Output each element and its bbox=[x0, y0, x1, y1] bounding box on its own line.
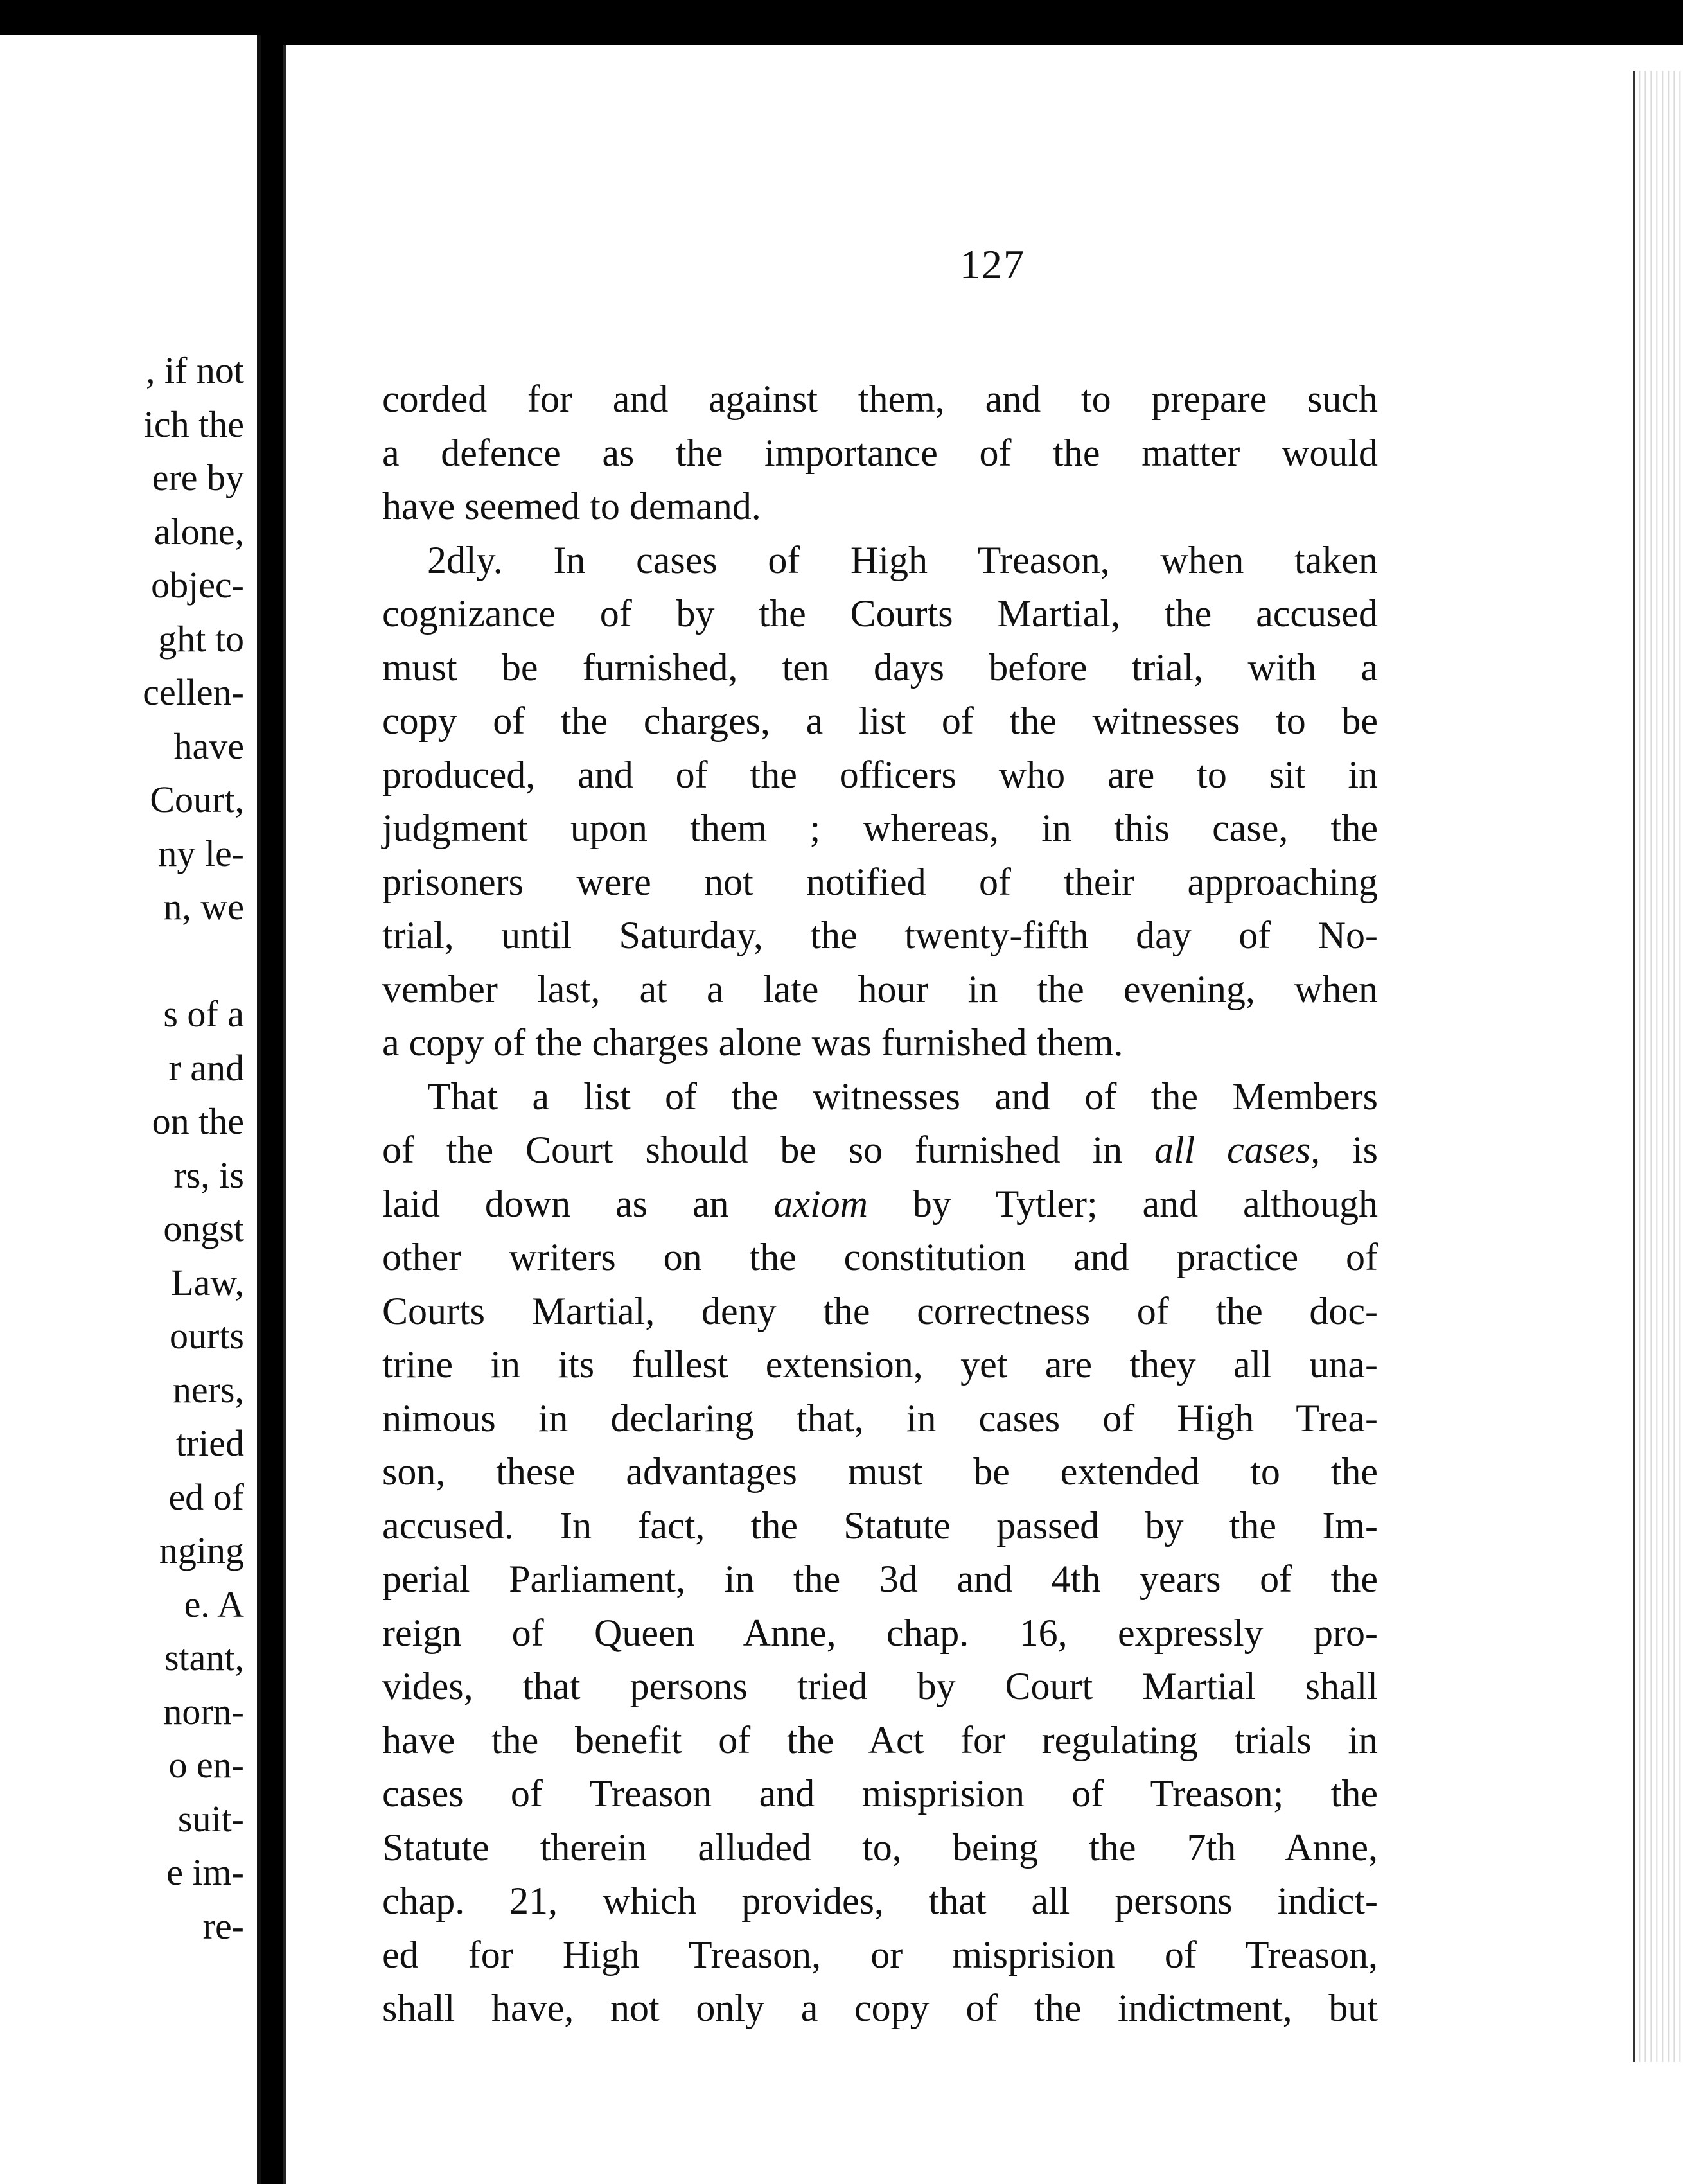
left-page-line: Court, bbox=[150, 779, 244, 820]
left-page-line: e im- bbox=[166, 1851, 244, 1893]
page-number: 127 bbox=[960, 242, 1025, 287]
text-run: is bbox=[1320, 1129, 1379, 1171]
text-line: cases of Treason and misprision of Treason; the bbox=[382, 1772, 1378, 1815]
left-page-line: Law, bbox=[171, 1261, 244, 1303]
page-fore-edge bbox=[1633, 71, 1683, 2062]
text-line: Statute therein alluded to, being the 7th Anne, bbox=[382, 1826, 1378, 1869]
text-line: son, these advantages must be extended to the bbox=[382, 1450, 1378, 1493]
text-line: cognizance of by the Courts Martial, the accused bbox=[382, 592, 1378, 635]
text-line: chap. 21, which provides, that all persons indict- bbox=[382, 1880, 1378, 1922]
italic-emphasis: all cases, bbox=[1154, 1129, 1321, 1171]
text-line: copy of the charges, a list of the witnesses to be bbox=[382, 700, 1378, 742]
left-page-line: ed of bbox=[168, 1475, 244, 1518]
left-page-line: on the bbox=[152, 1100, 244, 1142]
left-page-line: ners, bbox=[172, 1368, 244, 1411]
text-line: shall have, not only a copy of the indictment, but bbox=[382, 1987, 1378, 2029]
italic-emphasis: axiom bbox=[773, 1182, 868, 1225]
text-line: 2dly. In cases of High Treason, when taken bbox=[427, 538, 1378, 581]
left-page-text bbox=[0, 344, 244, 1953]
text-line: prisoners were not notified of their approaching bbox=[382, 860, 1378, 903]
left-page-line: norn- bbox=[163, 1690, 244, 1732]
left-page-line: o en- bbox=[168, 1744, 244, 1786]
text-line: accused. In fact, the Statute passed by the Im- bbox=[382, 1504, 1378, 1547]
left-page-line: re- bbox=[202, 1905, 244, 1947]
left-page-line: cellen- bbox=[143, 671, 244, 713]
left-page-line: ourts bbox=[170, 1315, 244, 1357]
left-page-line: ny le- bbox=[158, 832, 244, 874]
left-page bbox=[0, 35, 261, 2184]
text-line: a copy of the charges alone was furnished them. bbox=[382, 1021, 1123, 1064]
left-page-line: nging bbox=[159, 1529, 244, 1571]
left-page-line: rs, is bbox=[173, 1154, 244, 1196]
left-page-line: r and bbox=[168, 1046, 244, 1089]
left-page-line: tried bbox=[175, 1422, 244, 1464]
left-page-line: suit- bbox=[177, 1797, 244, 1840]
left-page-line: alone, bbox=[154, 510, 244, 552]
text-line: vides, that persons tried by Court Martial shall bbox=[382, 1665, 1378, 1707]
right-page bbox=[283, 45, 1683, 2184]
body-text bbox=[382, 373, 1378, 2036]
text-line: Courts Martial, deny the correctness of the doc- bbox=[382, 1289, 1378, 1332]
text-line: trial, until Saturday, the twenty-fifth day of No- bbox=[382, 914, 1378, 956]
left-page-line bbox=[0, 934, 244, 988]
text-line: trine in its fullest extension, yet are they all una- bbox=[382, 1343, 1378, 1386]
text-line: other writers on the constitution and practice of bbox=[382, 1236, 1378, 1278]
left-page-line: , if not bbox=[145, 349, 244, 391]
left-page-line: ongst bbox=[163, 1208, 244, 1249]
text-line: nimous in declaring that, in cases of High Trea- bbox=[382, 1396, 1378, 1440]
text-line: have seemed to demand. bbox=[382, 485, 761, 527]
left-page-line: have bbox=[173, 725, 244, 767]
text-line: That a list of the witnesses and of the Members bbox=[427, 1075, 1378, 1118]
text-line bbox=[382, 1177, 1378, 1231]
text-line: produced, and of the officers who are to sit in bbox=[382, 753, 1378, 796]
text-line: have the benefit of the Act for regulating trials in bbox=[382, 1718, 1378, 1761]
text-line: judgment upon them ; whereas, in this case, the bbox=[382, 807, 1378, 849]
text-run: laid down as an bbox=[382, 1182, 774, 1225]
left-page-line: e. A bbox=[184, 1583, 244, 1625]
left-page-line: ich the bbox=[143, 403, 244, 445]
text-run: by Tytler; and although bbox=[867, 1182, 1378, 1225]
text-run: of the Court should be so furnished in bbox=[382, 1129, 1154, 1171]
left-page-line: ere by bbox=[152, 457, 244, 498]
text-line: must be furnished, ten days before trial, with a bbox=[382, 646, 1378, 689]
text-line: corded for and against them, and to prepare such bbox=[382, 378, 1378, 420]
text-line: ed for High Treason, or misprision of Treason, bbox=[382, 1933, 1378, 1976]
left-page-line: n, we bbox=[163, 886, 244, 928]
text-line: reign of Queen Anne, chap. 16, expressly pro- bbox=[382, 1611, 1378, 1654]
left-page-line: objec- bbox=[151, 564, 244, 606]
text-line: perial Parliament, in the 3d and 4th years of the bbox=[382, 1558, 1378, 1600]
text-line: vember last, at a late hour in the evening, when bbox=[382, 967, 1378, 1010]
text-line: a defence as the importance of the matter would bbox=[382, 431, 1378, 474]
left-page-line: ght to bbox=[158, 617, 244, 660]
left-page-line: stant, bbox=[164, 1637, 244, 1678]
left-page-line: s of a bbox=[163, 993, 244, 1035]
text-line bbox=[382, 1123, 1378, 1177]
